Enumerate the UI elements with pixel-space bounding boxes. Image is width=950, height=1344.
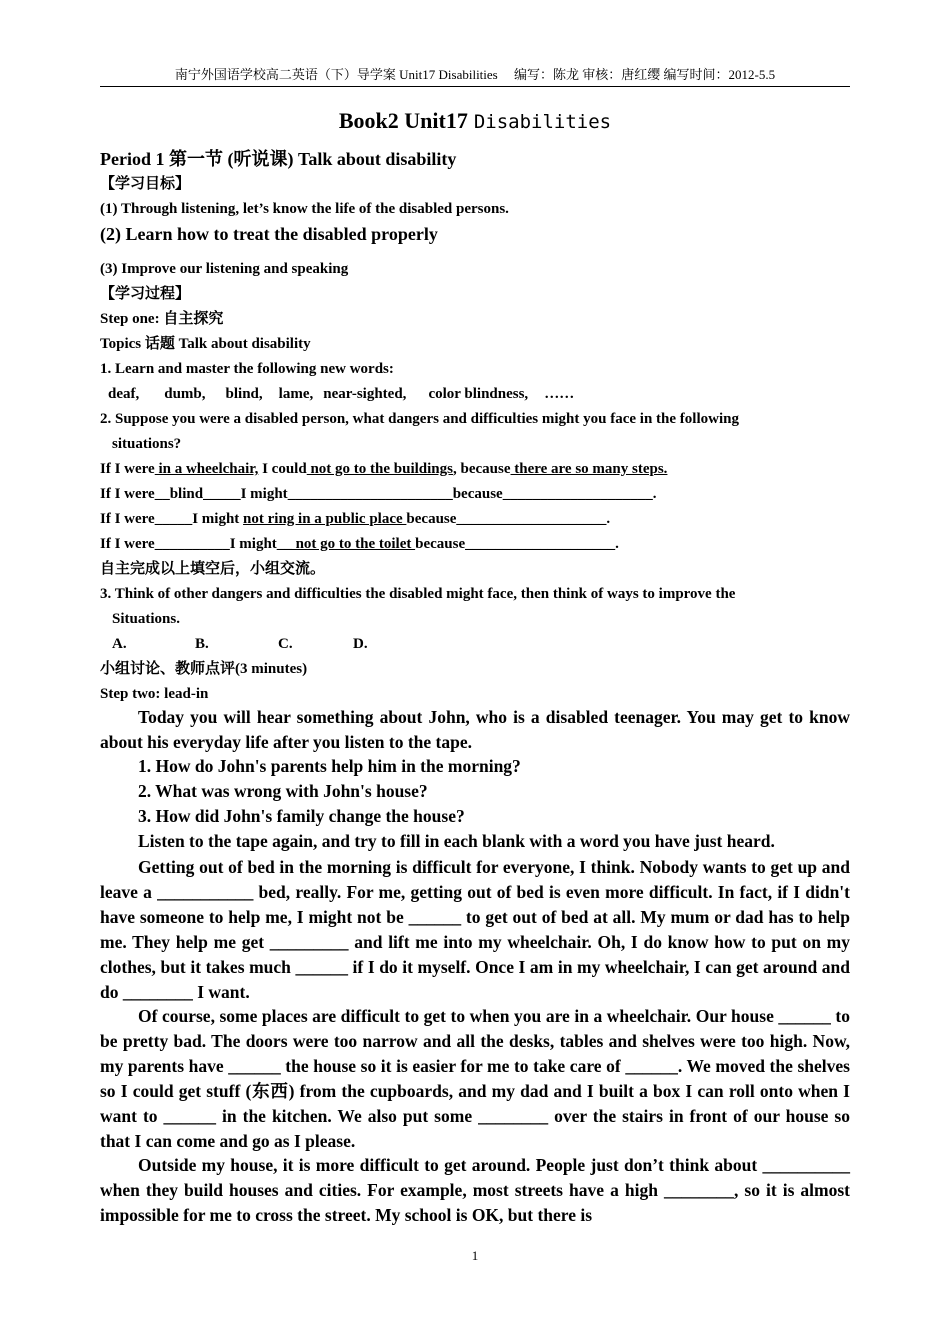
item-3-cont: Situations. [112, 611, 180, 627]
item-2-cont: situations? [112, 436, 182, 452]
item-1: 1. Learn and master the following new words: [100, 361, 394, 377]
period-heading: Period 1 第一节 (听说课) Talk about disability [100, 149, 457, 169]
self-complete-note: 自主完成以上填空后，小组交流。 [100, 561, 326, 577]
intro-paragraph: Today you will hear something about John, who is a disabled teenager. You may get to know about his everyday life after you listen to the tape. [100, 707, 850, 752]
passage-paragraph-1: Getting out of bed in the morning is difficult for everyone, I think. Nobody wants to get up and leave a ___________ bed, really. For me, getting out of bed is even more difficult. In fact, if I didn't have someone to help me, I might not be ______ to get out of bed at all. My mum or dad has to help me. They help me get _________ and lift me into my wheelchair. Oh, I do know how to put on my clothes, but it takes much ______ if I do it myself. Once I am in my wheelchair, I can get around and do ________ I want. [100, 857, 850, 1002]
option-list [112, 634, 368, 654]
question-2: 2. What was wrong with John's house? [138, 781, 428, 801]
listen-instruction: Listen to the tape again, and try to fill in each blank with a word you have just heard. [138, 831, 775, 851]
passage-paragraph-3: Outside my house, it is more difficult to get around. People just don’t think about __________ when they build houses and cities. For example, most streets have a high ________, so it is almost impossible for me to cross the street. My school is OK, but there is [100, 1155, 850, 1225]
word-item: blind, [225, 386, 263, 402]
word-list [108, 384, 574, 404]
item-3: 3. Think of other dangers and difficulties the disabled might face, then think of ways to improve the [100, 586, 736, 602]
goal-1: (1) Through listening, let’s know the life of the disabled persons. [100, 201, 509, 217]
passage-paragraph-2: Of course, some places are difficult to get to when you are in a wheelchair. Our house ______ to be pretty bad. The doors were too narrow and all the desks, tables and shelves were too high. Now, my parents have ______ the house so it is easier for me to take care of ______. We moved the shelves so I could get stuff (东西) from the cupboards, and my dad and I built a box I can roll onto when I want to ______ in the kitchen. We also put some ________ over the stairs in front of our house so that I can come and go as I please. [100, 1006, 850, 1151]
goals-heading: 【学习目标】 [100, 176, 191, 192]
process-heading: 【学习过程】 [100, 286, 191, 302]
page-header: 南宁外国语学校高二英语（下）导学案 Unit17 Disabilities 编写：陈龙 审核：唐红缨 编写时间：2012-5.5 [100, 66, 850, 87]
option-c: C. [278, 636, 293, 652]
document-title [0, 108, 950, 134]
page-number: 1 [471, 1248, 479, 1263]
sentence-1: If I were in a wheelchair, I could not go to the buildings, because there are so many steps. [100, 461, 668, 477]
topics-line: Topics 话题 Talk about disability [100, 336, 311, 352]
question-3: 3. How did John's family change the house? [138, 806, 465, 826]
word-item: lame, [278, 386, 314, 402]
sentence-3: If I were_____I might not ring in a public place because____________________. [100, 511, 611, 527]
step-two: Step two: lead-in [100, 686, 209, 702]
option-b: B. [195, 636, 209, 652]
word-item: color blindness, [428, 386, 529, 402]
item-2: 2. Suppose you were a disabled person, what dangers and difficulties might you face in the following [100, 411, 739, 427]
discussion-note: 小组讨论、教师点评(3 minutes) [100, 661, 308, 677]
goal-3: (3) Improve our listening and speaking [100, 261, 349, 277]
title-sub: Disabilities [473, 111, 612, 133]
word-item: deaf, [108, 386, 140, 402]
option-a: A. [112, 636, 127, 652]
word-item: dumb, [164, 386, 206, 402]
word-item: …… [544, 386, 575, 402]
title-main: Book2 Unit17 [338, 108, 468, 133]
word-item: near-sighted, [323, 386, 407, 402]
sentence-2: If I were__blind_____I might______________________because____________________. [100, 486, 657, 502]
sentence-4: If I were__________I might__ not go to the toilet because____________________. [100, 536, 619, 552]
goal-2: (2) Learn how to treat the disabled properly [100, 224, 438, 244]
option-d: D. [353, 636, 368, 652]
question-1: 1. How do John's parents help him in the morning? [138, 756, 521, 776]
step-one: Step one: 自主探究 [100, 311, 224, 327]
